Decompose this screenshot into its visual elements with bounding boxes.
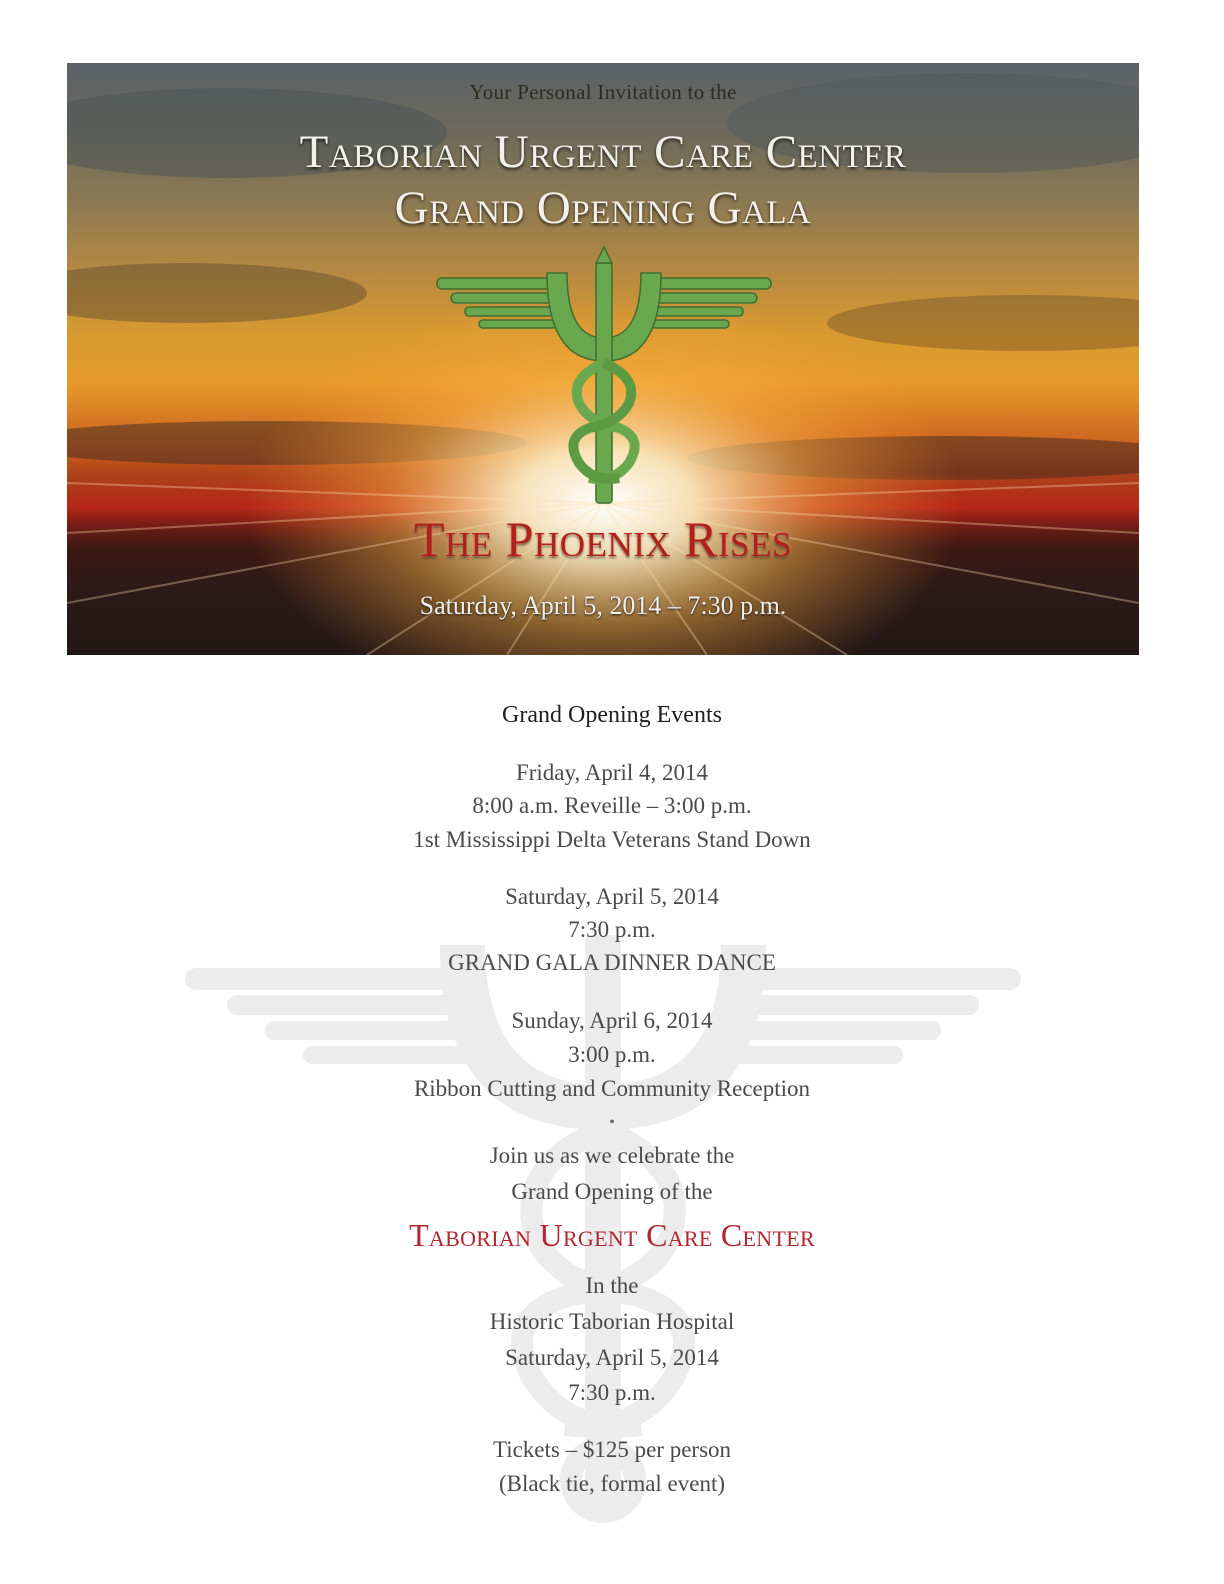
banner-tagline: The Phoenix Rises — [414, 511, 792, 567]
invite-venue: Historic Taborian Hospital — [489, 1309, 735, 1334]
event-2-name: GRAND GALA DINNER DANCE — [448, 950, 776, 975]
event-2-time: 7:30 p.m. — [568, 917, 656, 942]
event-2-date: Saturday, April 5, 2014 — [505, 884, 719, 909]
invite-date: Saturday, April 5, 2014 — [505, 1345, 719, 1370]
events-heading: Grand Opening Events — [502, 702, 722, 728]
separator-bullet: • — [609, 1114, 615, 1131]
event-1-name: 1st Mississippi Delta Veterans Stand Down — [413, 827, 811, 852]
banner-date-time: Saturday, April 5, 2014 – 7:30 p.m. — [419, 591, 787, 620]
event-3-date: Sunday, April 6, 2014 — [511, 1008, 713, 1033]
invite-line-3: In the — [585, 1273, 639, 1298]
caduceus-logo-icon — [429, 243, 779, 543]
invitation-line: Your Personal Invitation to the — [469, 80, 737, 104]
event-3-time: 3:00 p.m. — [568, 1042, 656, 1067]
event-3-name: Ribbon Cutting and Community Reception — [413, 1076, 811, 1101]
dress-code: (Black tie, formal event) — [498, 1471, 726, 1496]
invite-line-1: Join us as we celebrate the — [489, 1143, 735, 1168]
event-1-time: 8:00 a.m. Reveille – 3:00 p.m. — [472, 793, 752, 818]
invite-line-2: Grand Opening of the — [511, 1179, 713, 1204]
invitation-banner — [67, 63, 1139, 655]
invite-time: 7:30 p.m. — [568, 1380, 656, 1405]
ticket-price: Tickets – $125 per person — [492, 1437, 732, 1462]
center-name-title: Taborian Urgent Care Center — [409, 1217, 815, 1253]
event-1-date: Friday, April 4, 2014 — [515, 760, 709, 785]
banner-title-line-1: Taborian Urgent Care Center — [299, 126, 907, 178]
banner-title-line-2: Grand Opening Gala — [394, 182, 812, 234]
